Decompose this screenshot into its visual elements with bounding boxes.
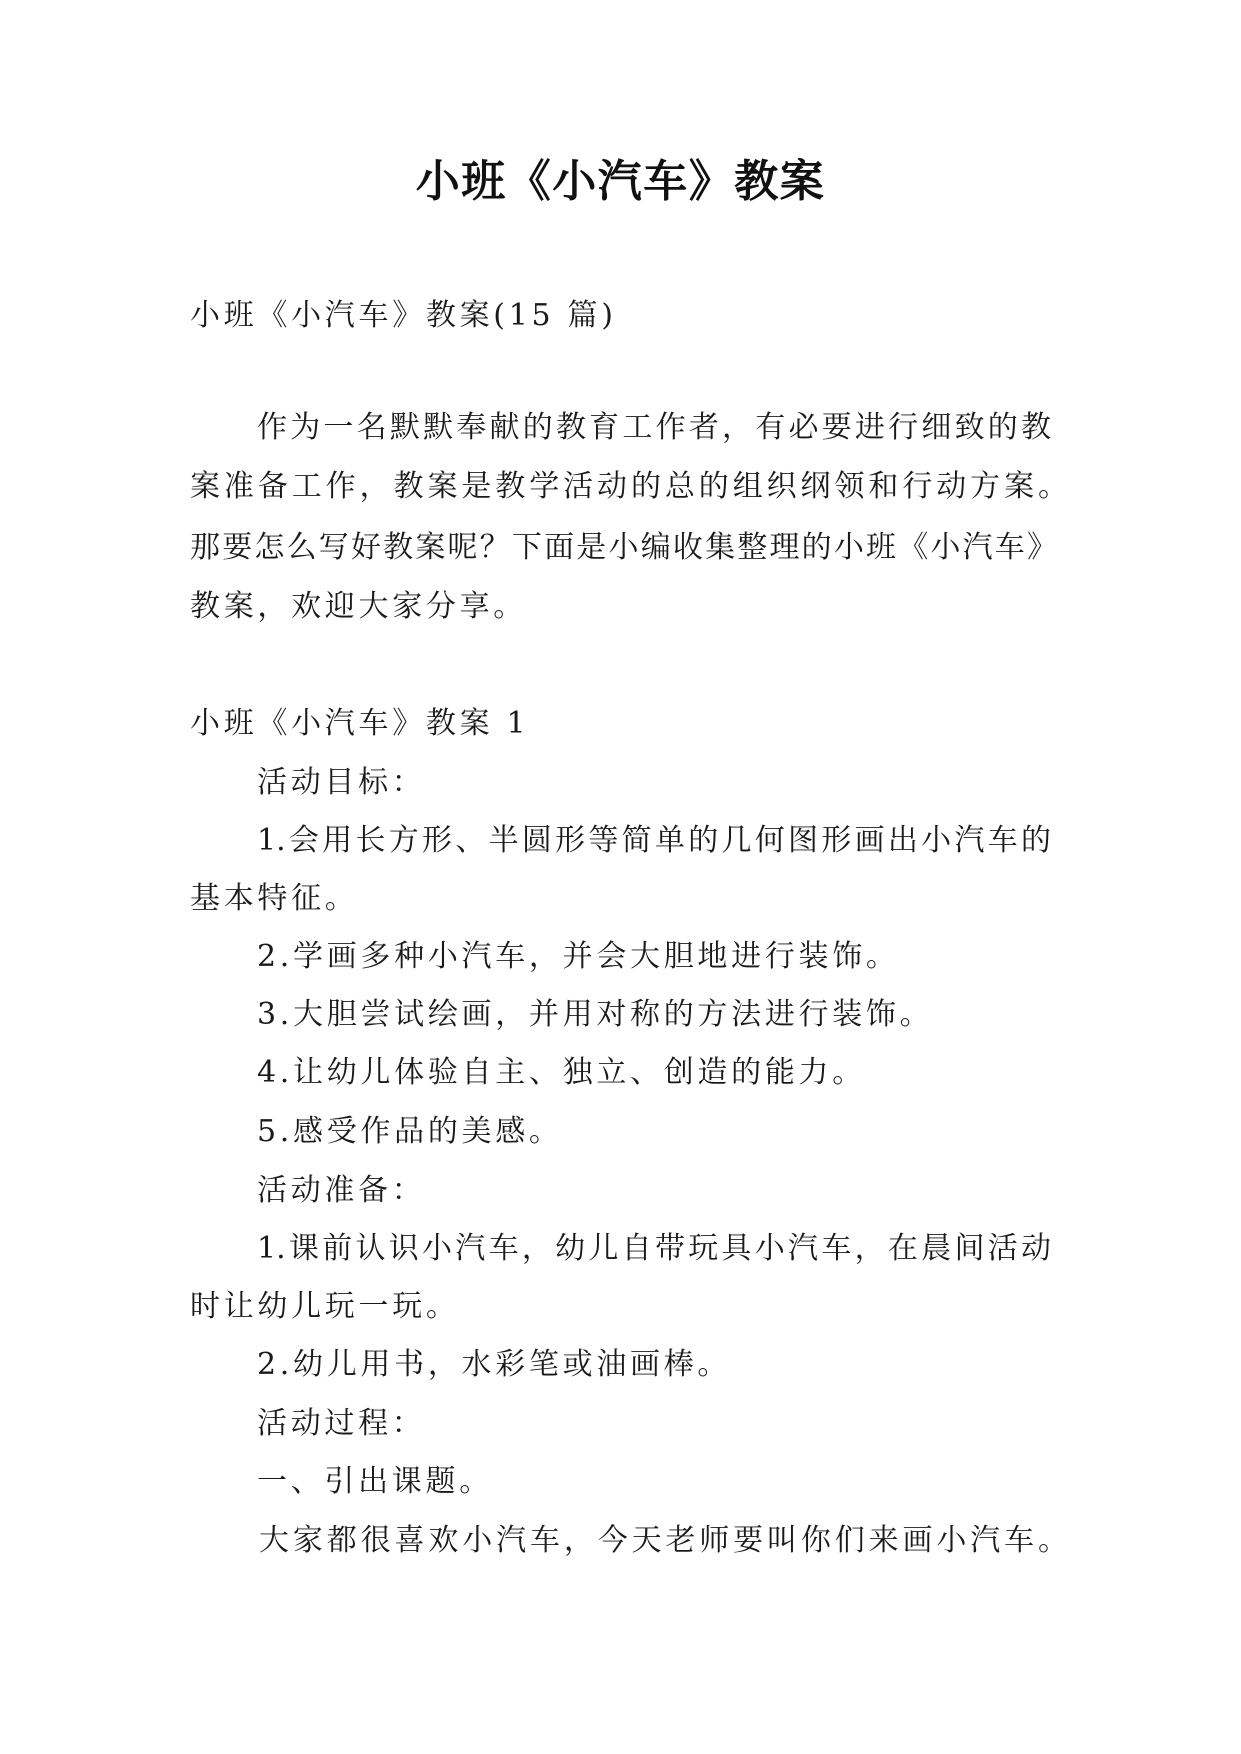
- goals-heading: 活动目标：: [257, 765, 426, 800]
- list-item: 4.让幼儿体验自主、独立、创造的能力。: [257, 1055, 866, 1090]
- paragraph-line: 那要怎么写好教案呢？下面是小编收集整理的小班《小汽车》: [190, 530, 1057, 565]
- list-item: 5.感受作品的美感。: [257, 1114, 563, 1149]
- step-title: 一、引出课题。: [257, 1464, 493, 1499]
- list-item-continuation: 时让幼儿玩一玩。: [190, 1289, 460, 1324]
- paragraph-line: 大家都很喜欢小汽车，今天老师要叫你们来画小汽车。: [259, 1523, 1068, 1558]
- document-title: 小班《小汽车》教案: [415, 156, 826, 207]
- paragraph-line: 教案，欢迎大家分享。: [190, 589, 527, 624]
- paragraph-line: 作为一名默默奉献的教育工作者，有必要进行细致的教: [257, 410, 1051, 445]
- process-heading: 活动过程：: [257, 1406, 426, 1441]
- list-item: 1.课前认识小汽车，幼儿自带玩具小汽车，在晨间活动: [257, 1231, 1051, 1266]
- list-item: 2.幼儿用书，水彩笔或油画棒。: [257, 1347, 732, 1382]
- list-item: 1.会用长方形、半圆形等简单的几何图形画出小汽车的: [257, 823, 1051, 858]
- document-subtitle: 小班《小汽车》教案(15 篇): [190, 298, 617, 333]
- list-item-continuation: 基本特征。: [190, 881, 359, 916]
- preparation-heading: 活动准备：: [257, 1173, 426, 1208]
- list-item: 3.大胆尝试绘画，并用对称的方法进行装饰。: [257, 997, 934, 1032]
- paragraph-line: 案准备工作，教案是教学活动的总的组织纲领和行动方案。: [190, 469, 1068, 504]
- list-item: 2.学画多种小汽车，并会大胆地进行装饰。: [257, 939, 900, 974]
- section-heading: 小班《小汽车》教案 1: [190, 706, 530, 741]
